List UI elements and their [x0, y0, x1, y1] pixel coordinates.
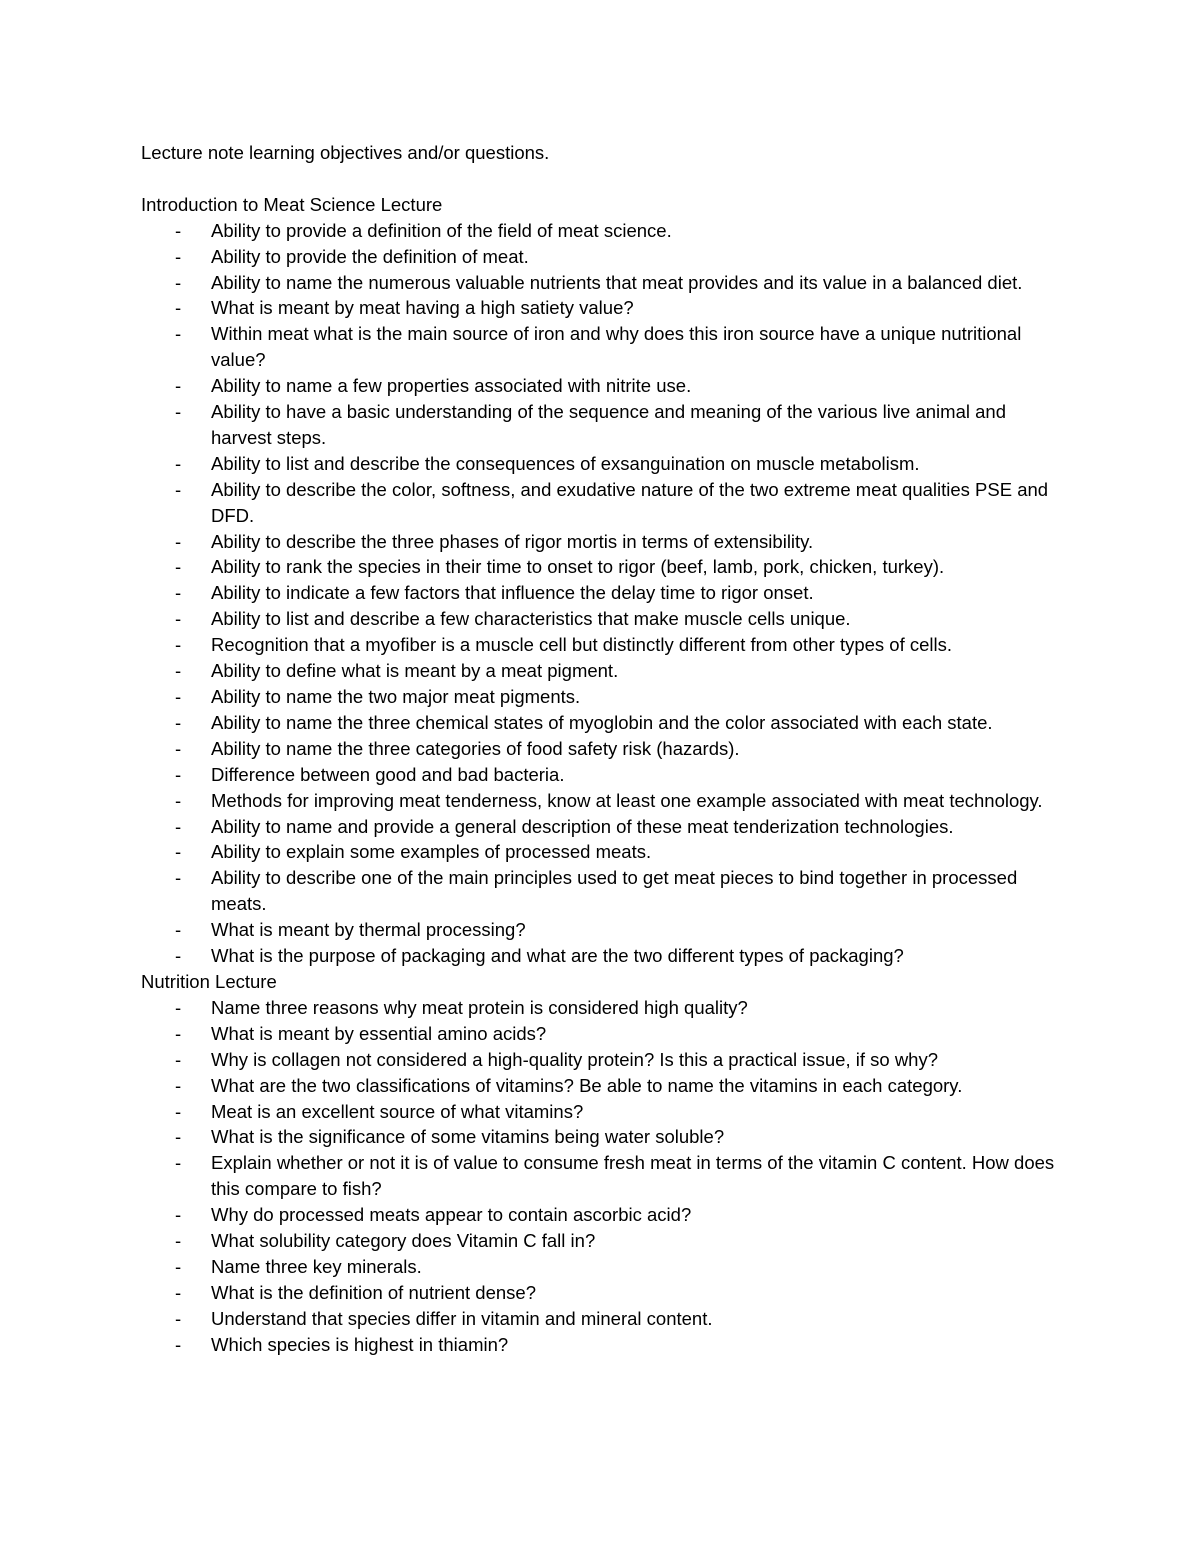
list-item: - What are the two classifications of vitamins? Be able to name the vitamins in each category.: [141, 1073, 1071, 1099]
section-heading: Introduction to Meat Science Lecture: [141, 193, 443, 215]
list-item: - What is the definition of nutrient dense?: [141, 1280, 1071, 1306]
document-body: [141, 140, 1071, 1358]
list-item: - What is the significance of some vitamins being water soluble?: [141, 1124, 1071, 1150]
list-item: - Ability to provide a definition of the field of meat science.: [141, 218, 1071, 244]
sections-container: [141, 192, 1071, 1358]
list-item: - Ability to define what is meant by a meat pigment.: [141, 658, 1071, 684]
list-item: - Explain whether or not it is of value to consume fresh meat in terms of the vitamin C content. How does this compare to fish?: [141, 1150, 1071, 1202]
list-item: - Ability to name the three categories of food safety risk (hazards).: [141, 736, 1071, 762]
blank-line: [141, 166, 1071, 192]
list-item: - Ability to name the three chemical states of myoglobin and the color associated with each state.: [141, 710, 1071, 736]
objective-list: [141, 995, 1071, 1358]
list-item: - Ability to list and describe a few characteristics that make muscle cells unique.: [141, 606, 1071, 632]
list-item: - Ability to rank the species in their time to onset to rigor (beef, lamb, pork, chicken, turkey).: [141, 554, 1071, 580]
objective-list: [141, 218, 1071, 969]
list-item: - Understand that species differ in vitamin and mineral content.: [141, 1306, 1071, 1332]
list-item: - Recognition that a myofiber is a muscle cell but distinctly different from other types of cells.: [141, 632, 1071, 658]
list-item: - Ability to have a basic understanding of the sequence and meaning of the various live animal and harvest steps.: [141, 399, 1071, 451]
list-item: - Difference between good and bad bacteria.: [141, 762, 1071, 788]
list-item: - Ability to name and provide a general description of these meat tenderization technologies.: [141, 814, 1071, 840]
list-item: - Ability to describe the color, softness, and exudative nature of the two extreme meat qualities PSE and DFD.: [141, 477, 1071, 529]
document-title: Lecture note learning objectives and/or questions.: [141, 142, 550, 163]
list-item: - Which species is highest in thiamin?: [141, 1332, 1071, 1358]
list-item: - Ability to name a few properties associated with nitrite use.: [141, 373, 1071, 399]
list-item: - Why is collagen not considered a high-quality protein? Is this a practical issue, if so why?: [141, 1047, 1071, 1073]
section-heading: Nutrition Lecture: [141, 970, 277, 992]
list-item: - Ability to provide the definition of meat.: [141, 244, 1071, 270]
list-item: - Why do processed meats appear to contain ascorbic acid?: [141, 1202, 1071, 1228]
list-item: - Within meat what is the main source of iron and why does this iron source have a unique nutritional value?: [141, 321, 1071, 373]
list-item: - What solubility category does Vitamin C fall in?: [141, 1228, 1071, 1254]
list-item: - Ability to name the two major meat pigments.: [141, 684, 1071, 710]
list-item: - Name three reasons why meat protein is considered high quality?: [141, 995, 1071, 1021]
list-item: - What is meant by meat having a high satiety value?: [141, 295, 1071, 321]
list-item: - Ability to describe one of the main principles used to get meat pieces to bind together in processed meats.: [141, 865, 1071, 917]
list-item: - What is meant by thermal processing?: [141, 917, 1071, 943]
list-item: - Ability to name the numerous valuable nutrients that meat provides and its value in a balanced diet.: [141, 270, 1071, 296]
list-item: - Ability to list and describe the consequences of exsanguination on muscle metabolism.: [141, 451, 1071, 477]
list-item: - Meat is an excellent source of what vitamins?: [141, 1099, 1071, 1125]
list-item: - Name three key minerals.: [141, 1254, 1071, 1280]
list-item: - Methods for improving meat tenderness, know at least one example associated with meat technology.: [141, 788, 1071, 814]
list-item: - Ability to explain some examples of processed meats.: [141, 839, 1071, 865]
list-item: - Ability to describe the three phases of rigor mortis in terms of extensibility.: [141, 529, 1071, 555]
list-item: - What is the purpose of packaging and what are the two different types of packaging?: [141, 943, 1071, 969]
list-item: - What is meant by essential amino acids?: [141, 1021, 1071, 1047]
list-item: - Ability to indicate a few factors that influence the delay time to rigor onset.: [141, 580, 1071, 606]
